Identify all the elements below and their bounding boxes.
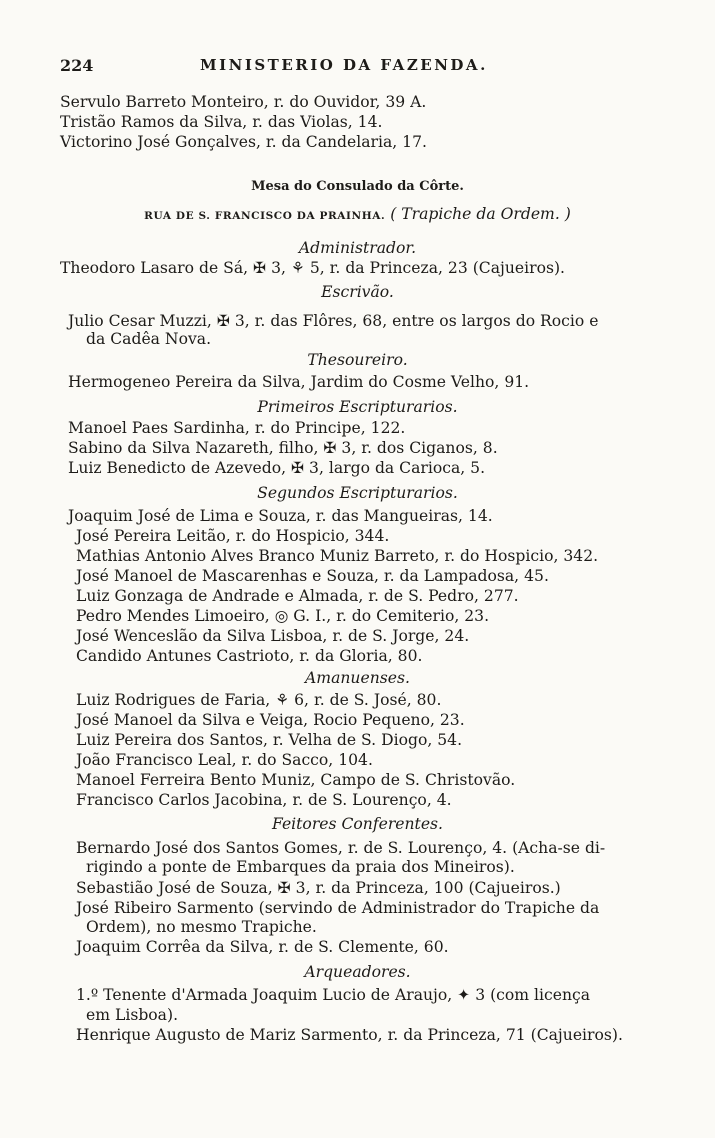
entry-continuation: em Lisboa). bbox=[86, 1006, 179, 1024]
heading-feitores: Feitores Conferentes. bbox=[271, 815, 444, 833]
entry: Manoel Paes Sardinha, r. do Principe, 122. bbox=[68, 419, 406, 437]
entry: Theodoro Lasaro de Sá, ✠ 3, ⚘ 5, r. da Princeza, 23 (Cajueiros). bbox=[60, 259, 566, 277]
section-title: Mesa do Consulado da Côrte. bbox=[251, 179, 464, 194]
section-address bbox=[0, 204, 715, 226]
intro-entry: Victorino José Gonçalves, r. da Candelaria, 17. bbox=[60, 133, 427, 151]
entry-continuation: rigindo a ponte de Embarques da praia dos Mineiros). bbox=[86, 858, 515, 876]
entry: José Manoel da Silva e Veiga, Rocio Pequeno, 23. bbox=[76, 711, 465, 729]
entry-continuation: Ordem), no mesmo Trapiche. bbox=[86, 918, 317, 936]
entry: Sebastião José de Souza, ✠ 3, r. da Princeza, 100 (Cajueiros.) bbox=[76, 879, 561, 897]
entry: José Ribeiro Sarmento (servindo de Administrador do Trapiche da bbox=[76, 899, 600, 917]
entry: Henrique Augusto de Mariz Sarmento, r. da Princeza, 71 (Cajueiros). bbox=[76, 1026, 623, 1044]
entry: José Wenceslão da Silva Lisboa, r. de S. Jorge, 24. bbox=[76, 627, 470, 645]
entry: Manoel Ferreira Bento Muniz, Campo de S. Christovão. bbox=[76, 771, 516, 789]
entry-continuation: da Cadêa Nova. bbox=[86, 330, 212, 348]
heading-thesoureiro: Thesoureiro. bbox=[307, 351, 408, 369]
page-header bbox=[60, 56, 660, 78]
entry: João Francisco Leal, r. do Sacco, 104. bbox=[76, 751, 373, 769]
heading-administrador: Administrador. bbox=[298, 239, 417, 257]
address-suffix: ( Trapiche da Ordem. ) bbox=[390, 205, 571, 223]
entry: Francisco Carlos Jacobina, r. de S. Lourenço, 4. bbox=[76, 791, 452, 809]
heading-primeiros: Primeiros Escripturarios. bbox=[257, 398, 458, 416]
entry: Candido Antunes Castrioto, r. da Gloria, 80. bbox=[76, 647, 423, 665]
heading-segundos: Segundos Escripturarios. bbox=[257, 484, 458, 502]
address-prefix: RUA DE S. FRANCISCO DA PRAINHA. bbox=[144, 210, 386, 222]
entry: 1.º Tenente d'Armada Joaquim Lucio de Araujo, ✦ 3 (com licença bbox=[76, 986, 591, 1004]
entry: Joaquim José de Lima e Souza, r. das Mangueiras, 14. bbox=[68, 507, 493, 525]
entry: Sabino da Silva Nazareth, filho, ✠ 3, r. dos Ciganos, 8. bbox=[68, 439, 498, 457]
entry: Hermogeneo Pereira da Silva, Jardim do Cosme Velho, 91. bbox=[68, 373, 530, 391]
entry: Mathias Antonio Alves Branco Muniz Barreto, r. do Hospicio, 342. bbox=[76, 547, 599, 565]
intro-entry: Tristão Ramos da Silva, r. das Violas, 14. bbox=[60, 113, 383, 131]
heading-arqueadores: Arqueadores. bbox=[304, 963, 411, 981]
entry: Luiz Gonzaga de Andrade e Almada, r. de S. Pedro, 277. bbox=[76, 587, 519, 605]
entry: Bernardo José dos Santos Gomes, r. de S. Lourenço, 4. (Acha-se di- bbox=[76, 839, 606, 857]
entry: José Pereira Leitão, r. do Hospicio, 344. bbox=[76, 527, 390, 545]
running-title: MINISTERIO DA FAZENDA. bbox=[200, 56, 488, 74]
entry: Julio Cesar Muzzi, ✠ 3, r. das Flôres, 68, entre os largos do Rocio e bbox=[68, 312, 599, 330]
entry: Luiz Benedicto de Azevedo, ✠ 3, largo da Carioca, 5. bbox=[68, 459, 486, 477]
entry: Luiz Pereira dos Santos, r. Velha de S. Diogo, 54. bbox=[76, 731, 463, 749]
heading-amanuenses: Amanuenses. bbox=[305, 669, 410, 687]
entry: José Manoel de Mascarenhas e Souza, r. da Lampadosa, 45. bbox=[76, 567, 549, 585]
entry: Joaquim Corrêa da Silva, r. de S. Clemente, 60. bbox=[76, 938, 449, 956]
page-number: 224 bbox=[60, 56, 94, 75]
intro-entry: Servulo Barreto Monteiro, r. do Ouvidor, 39 A. bbox=[60, 93, 427, 111]
entry: Luiz Rodrigues de Faria, ⚘ 6, r. de S. José, 80. bbox=[76, 691, 442, 709]
entry: Pedro Mendes Limoeiro, ◎ G. I., r. do Cemiterio, 23. bbox=[76, 607, 490, 625]
heading-escrivao: Escrivão. bbox=[321, 283, 394, 301]
